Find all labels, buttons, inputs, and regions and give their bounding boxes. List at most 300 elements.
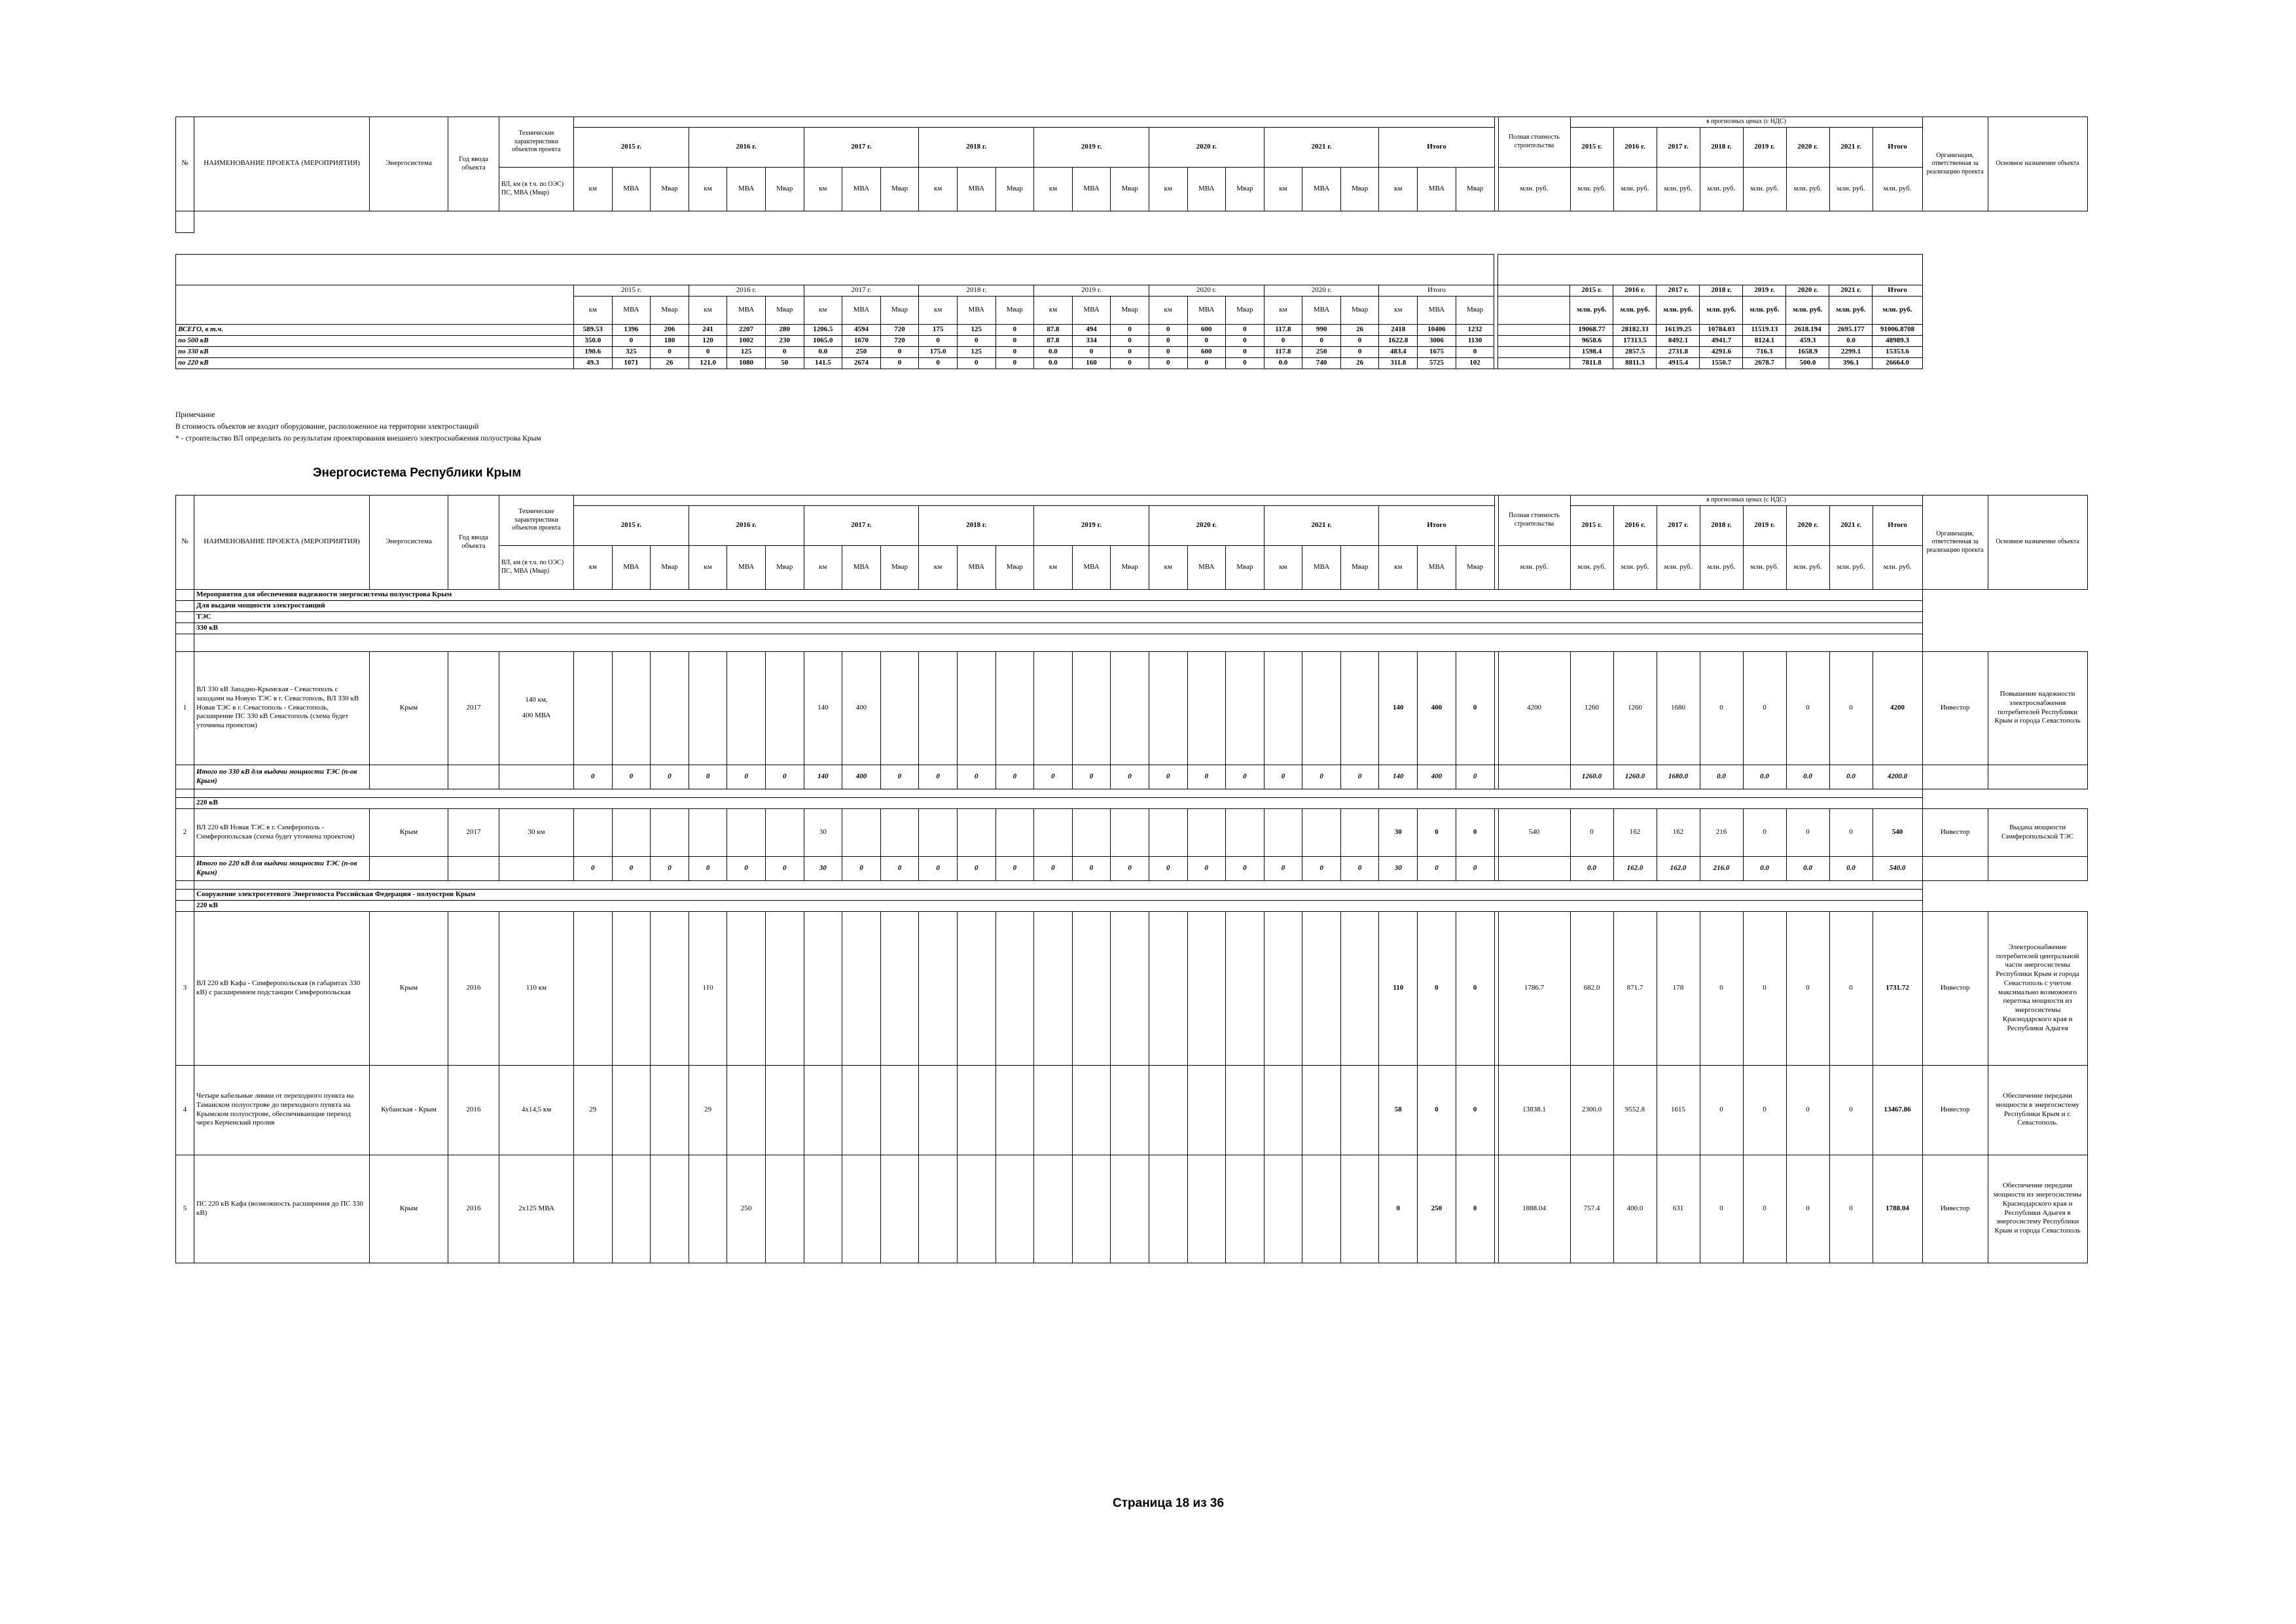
project-name: ВЛ 220 кВ Новая ТЭС в г. Симферополь - Симферопольская (схема будет уточнена проектом) bbox=[194, 808, 370, 856]
header-blank bbox=[574, 117, 1495, 128]
summary-label: по 500 кВ bbox=[176, 335, 574, 346]
project-row bbox=[176, 808, 2088, 856]
project-year: 2016 bbox=[448, 1065, 499, 1155]
summary-value: 0 bbox=[880, 357, 919, 369]
summary-value: 1396 bbox=[612, 324, 651, 335]
subtotal-value: 0 bbox=[1072, 856, 1111, 880]
project-value: 0 bbox=[1418, 1065, 1456, 1155]
header-unit: Мвар bbox=[651, 167, 689, 211]
project-value bbox=[996, 1155, 1034, 1263]
project-value bbox=[1149, 1155, 1187, 1263]
header-unit: км bbox=[1034, 296, 1073, 324]
summary-value: 26 bbox=[651, 357, 689, 369]
summary-value: 0 bbox=[957, 335, 996, 346]
summary-cost-year: 2020 г. bbox=[1786, 285, 1829, 297]
project-org: Инвестор bbox=[1922, 1065, 1988, 1155]
summary-value: 241 bbox=[689, 324, 727, 335]
empty-cell bbox=[176, 789, 194, 797]
header-cost-year: 2018 г. bbox=[1700, 505, 1743, 545]
project-value bbox=[1111, 651, 1149, 765]
project-value bbox=[804, 911, 842, 1065]
summary-value: 2418 bbox=[1379, 324, 1418, 335]
project-system: Крым bbox=[370, 911, 448, 1065]
subtotal-value: 0 bbox=[574, 856, 613, 880]
project-cost: 0 bbox=[1743, 808, 1786, 856]
project-full-cost: 1786.7 bbox=[1498, 911, 1570, 1065]
section-row bbox=[176, 797, 2088, 808]
project-value bbox=[1340, 808, 1379, 856]
page-number: Страница 18 из 36 bbox=[1113, 1496, 1225, 1510]
project-cost: 0 bbox=[1786, 808, 1829, 856]
project-value bbox=[996, 1065, 1034, 1155]
summary-value: 175.0 bbox=[919, 346, 958, 357]
summary-year-group: 2020 г. bbox=[1264, 285, 1379, 297]
header-unit: км bbox=[804, 545, 842, 589]
header-unit: МВА bbox=[1072, 296, 1111, 324]
summary-cost: 716.3 bbox=[1743, 346, 1786, 357]
summary-value: 0.0 bbox=[804, 346, 842, 357]
project-value: 29 bbox=[689, 1065, 727, 1155]
project-value bbox=[957, 651, 996, 765]
header-unit: млн. руб. bbox=[1613, 296, 1657, 324]
header-unit: МВА bbox=[1187, 296, 1226, 324]
subtotal-value: 0 bbox=[1187, 856, 1226, 880]
project-value bbox=[727, 651, 766, 765]
header-unit: Мвар bbox=[1340, 545, 1379, 589]
empty-cell bbox=[176, 211, 194, 232]
project-value bbox=[1072, 1065, 1111, 1155]
project-cost: 0 bbox=[1743, 911, 1786, 1065]
header-unit: млн. руб. bbox=[1700, 167, 1743, 211]
header-unit: км bbox=[574, 167, 613, 211]
summary-label: ВСЕГО, в т.ч. bbox=[176, 324, 574, 335]
subtotal-value: 0 bbox=[1302, 765, 1341, 789]
summary-value: 0 bbox=[1149, 335, 1187, 346]
header-purpose: Основное назначение объекта bbox=[1988, 496, 2087, 590]
summary-label: по 220 кВ bbox=[176, 357, 574, 369]
header-cost-year: 2019 г. bbox=[1743, 127, 1786, 167]
header-unit: Мвар bbox=[1456, 545, 1494, 589]
project-value bbox=[765, 1065, 804, 1155]
empty-cell bbox=[1498, 765, 1570, 789]
project-value: 0 bbox=[1456, 1155, 1494, 1263]
summary-cost: 1658.9 bbox=[1786, 346, 1829, 357]
empty-cell bbox=[1988, 765, 2087, 789]
project-value: 250 bbox=[1418, 1155, 1456, 1263]
project-value bbox=[1187, 808, 1226, 856]
subtotal-value: 30 bbox=[1379, 856, 1418, 880]
empty-cell bbox=[176, 900, 194, 911]
summary-value: 3006 bbox=[1418, 335, 1456, 346]
summary-value: 350.0 bbox=[574, 335, 613, 346]
header-unit: км bbox=[1379, 296, 1418, 324]
header-unit: млн. руб. bbox=[1613, 545, 1657, 589]
header-unit: МВА bbox=[1302, 167, 1341, 211]
project-value bbox=[689, 651, 727, 765]
project-cost: 0 bbox=[1743, 1155, 1786, 1263]
subtotal-value: 0 bbox=[1456, 856, 1494, 880]
empty-cell bbox=[176, 634, 194, 651]
header-year-group: 2018 г. bbox=[919, 127, 1034, 167]
projects-table bbox=[175, 495, 2088, 1263]
summary-label: по 330 кВ bbox=[176, 346, 574, 357]
project-value bbox=[612, 651, 651, 765]
summary-year-group: 2018 г. bbox=[919, 285, 1034, 297]
summary-value: 206 bbox=[651, 324, 689, 335]
summary-value: 125 bbox=[957, 324, 996, 335]
header-year: Год ввода объекта bbox=[448, 117, 499, 211]
header-unit: МВА bbox=[612, 167, 651, 211]
project-cost-total: 1788.04 bbox=[1873, 1155, 1922, 1263]
header-prices: в прогнозных ценах (с НДС) bbox=[1570, 117, 1922, 128]
project-value bbox=[612, 808, 651, 856]
summary-value: 0 bbox=[1111, 335, 1149, 346]
subtotal-cost: 0.0 bbox=[1743, 856, 1786, 880]
header-unit: млн. руб. bbox=[1657, 167, 1700, 211]
section-header: Сооружение электросетевого Энергомоста Российская Федерация - полуостров Крым bbox=[194, 889, 1923, 900]
empty-cell bbox=[499, 765, 574, 789]
header-cost-year: Итого bbox=[1873, 127, 1922, 167]
header-unit: МВА bbox=[1418, 545, 1456, 589]
empty-cell bbox=[1922, 856, 1988, 880]
subtotal-cost: 0.0 bbox=[1570, 856, 1613, 880]
subtotal-value: 0 bbox=[765, 765, 804, 789]
header-unit: МВА bbox=[727, 545, 766, 589]
table-row bbox=[176, 634, 2088, 651]
subtotal-value: 0 bbox=[1226, 765, 1265, 789]
project-value: 400 bbox=[1418, 651, 1456, 765]
summary-value: 49.3 bbox=[574, 357, 613, 369]
empty-cell bbox=[1988, 856, 2087, 880]
header-year-group: 2020 г. bbox=[1149, 127, 1264, 167]
project-value bbox=[1226, 651, 1265, 765]
header-unit: Мвар bbox=[1340, 167, 1379, 211]
project-cost: 871.7 bbox=[1613, 911, 1657, 1065]
header-unit: МВА bbox=[957, 296, 996, 324]
project-value bbox=[880, 1065, 919, 1155]
project-cost: 0 bbox=[1786, 911, 1829, 1065]
summary-value: 1080 bbox=[727, 357, 766, 369]
project-value: 29 bbox=[574, 1065, 613, 1155]
project-purpose: Повышение надежности электроснабжения потребителей Республики Крым и города Севастополь bbox=[1988, 651, 2087, 765]
project-system: Крым bbox=[370, 1155, 448, 1263]
section-header: Мероприятия для обеспечения надежности энергосистемы полуострова Крым bbox=[194, 589, 1923, 600]
project-value bbox=[919, 808, 958, 856]
project-row bbox=[176, 1065, 2088, 1155]
header-cost-year: 2016 г. bbox=[1613, 505, 1657, 545]
summary-value: 740 bbox=[1302, 357, 1341, 369]
project-value bbox=[612, 1065, 651, 1155]
summary-value: 720 bbox=[880, 335, 919, 346]
summary-value: 0 bbox=[996, 357, 1034, 369]
project-value: 110 bbox=[689, 911, 727, 1065]
header-unit: МВА bbox=[842, 167, 881, 211]
project-cost: 1680 bbox=[1657, 651, 1700, 765]
summary-value: 125 bbox=[957, 346, 996, 357]
summary-cost: 396.1 bbox=[1829, 357, 1873, 369]
project-value bbox=[1072, 1155, 1111, 1263]
header-year-group: 2015 г. bbox=[574, 127, 689, 167]
project-value bbox=[996, 651, 1034, 765]
subtotal-cost: 0.0 bbox=[1786, 765, 1829, 789]
project-cost: 0 bbox=[1700, 1065, 1743, 1155]
header-unit: Мвар bbox=[996, 167, 1034, 211]
summary-value: 250 bbox=[1302, 346, 1341, 357]
project-cost: 178 bbox=[1657, 911, 1700, 1065]
summary-cost: 9658.6 bbox=[1570, 335, 1613, 346]
project-value bbox=[1111, 1065, 1149, 1155]
project-name: ПС 220 кВ Кафа (возможность расширения до ПС 330 кВ) bbox=[194, 1155, 370, 1263]
header-cost-year: 2017 г. bbox=[1657, 127, 1700, 167]
project-value bbox=[957, 1065, 996, 1155]
subtotal-value: 0 bbox=[842, 856, 881, 880]
header-unit: млн. руб. bbox=[1873, 296, 1922, 324]
table-row bbox=[176, 880, 2088, 889]
summary-value: 0 bbox=[880, 346, 919, 357]
summary-value: 1622.8 bbox=[1379, 335, 1418, 346]
header-unit: Мвар bbox=[1226, 167, 1265, 211]
summary-value: 250 bbox=[842, 346, 881, 357]
project-cost: 0 bbox=[1829, 1065, 1873, 1155]
summary-year-group: 2017 г. bbox=[804, 285, 919, 297]
project-cost: 400.0 bbox=[1613, 1155, 1657, 1263]
subtotal-cost: 162.0 bbox=[1613, 856, 1657, 880]
project-tech-line: 30 км bbox=[528, 827, 545, 836]
summary-value: 117.8 bbox=[1264, 324, 1302, 335]
project-tech bbox=[499, 911, 574, 1065]
empty-cell bbox=[1498, 357, 1570, 369]
summary-value: 190.6 bbox=[574, 346, 613, 357]
project-value bbox=[804, 1155, 842, 1263]
project-full-cost: 4200 bbox=[1498, 651, 1570, 765]
project-row bbox=[176, 651, 2088, 765]
empty-cell bbox=[1498, 324, 1570, 335]
header-unit: млн. руб. bbox=[1700, 296, 1743, 324]
project-tech bbox=[499, 651, 574, 765]
header-tech-units: ВЛ, км (в т.ч. по ОЭС) ПС, МВА (Мвар) bbox=[499, 545, 574, 589]
empty-cell bbox=[176, 856, 194, 880]
summary-value: 160 bbox=[1072, 357, 1111, 369]
header-year: Год ввода объекта bbox=[448, 496, 499, 590]
empty-cell bbox=[1498, 346, 1570, 357]
summary-value: 0 bbox=[1072, 346, 1111, 357]
header-unit: км bbox=[689, 296, 727, 324]
summary-value: 87.8 bbox=[1034, 324, 1073, 335]
project-value bbox=[1034, 1065, 1073, 1155]
project-value bbox=[1034, 651, 1073, 765]
summary-cost: 17313.5 bbox=[1613, 335, 1657, 346]
header-unit: млн. руб. bbox=[1829, 167, 1873, 211]
project-row bbox=[176, 911, 2088, 1065]
subtotal-value: 0 bbox=[996, 856, 1034, 880]
project-value bbox=[1302, 651, 1341, 765]
empty-cell bbox=[1498, 285, 1570, 297]
header-unit: Мвар bbox=[651, 296, 689, 324]
summary-cost-year: 2019 г. bbox=[1743, 285, 1786, 297]
header-unit: млн. руб. bbox=[1743, 545, 1786, 589]
empty-cell bbox=[194, 789, 1923, 797]
summary-value: 87.8 bbox=[1034, 335, 1073, 346]
subtotal-value: 0 bbox=[919, 856, 958, 880]
header-name: НАИМЕНОВАНИЕ ПРОЕКТА (МЕРОПРИЯТИЯ) bbox=[194, 496, 370, 590]
project-value bbox=[1034, 808, 1073, 856]
subtotal-value: 0 bbox=[651, 765, 689, 789]
header-unit: млн. руб. bbox=[1873, 545, 1922, 589]
subtotal-row bbox=[176, 856, 2088, 880]
project-cost: 0 bbox=[1743, 651, 1786, 765]
section-row bbox=[176, 611, 2088, 623]
header-unit: км bbox=[1264, 167, 1302, 211]
project-value bbox=[842, 911, 881, 1065]
project-value: 0 bbox=[1456, 1065, 1494, 1155]
subtotal-value: 0 bbox=[1187, 765, 1226, 789]
header-year-group: Итого bbox=[1379, 505, 1494, 545]
table-row bbox=[176, 211, 2088, 232]
summary-cost: 16139.25 bbox=[1657, 324, 1700, 335]
subtotal-value: 140 bbox=[804, 765, 842, 789]
header-table-top bbox=[175, 117, 2088, 233]
summary-row bbox=[176, 357, 2088, 369]
empty-cell bbox=[176, 880, 194, 889]
header-system: Энергосистема bbox=[370, 496, 448, 590]
summary-value: 0 bbox=[957, 357, 996, 369]
project-value bbox=[1111, 808, 1149, 856]
project-purpose: Обеспечение передачи мощности из энергосистемы Краснодарского края и Республики Адыгея в энергосистему Республики Крым и города Севастополь bbox=[1988, 1155, 2087, 1263]
project-value bbox=[1034, 911, 1073, 1065]
project-cost: 0 bbox=[1700, 651, 1743, 765]
project-no: 4 bbox=[176, 1065, 194, 1155]
summary-value: 0 bbox=[1149, 357, 1187, 369]
project-value bbox=[996, 911, 1034, 1065]
project-cost: 0 bbox=[1700, 911, 1743, 1065]
empty-cell bbox=[499, 856, 574, 880]
project-tech-line: 400 МВА bbox=[522, 711, 551, 719]
header-unit: млн. руб. bbox=[1786, 296, 1829, 324]
header-year-group: 2019 г. bbox=[1034, 505, 1149, 545]
header-cost-year: 2020 г. bbox=[1786, 505, 1829, 545]
project-value bbox=[765, 1155, 804, 1263]
header-tech: Технические характеристики объектов проекта bbox=[499, 117, 574, 168]
summary-cost-year: 2017 г. bbox=[1657, 285, 1700, 297]
header-no: № bbox=[176, 496, 194, 590]
summary-table bbox=[175, 254, 2087, 369]
subtotal-value: 0 bbox=[880, 765, 919, 789]
project-value bbox=[919, 1065, 958, 1155]
empty-cell bbox=[370, 856, 448, 880]
header-unit: млн. руб. bbox=[1829, 545, 1873, 589]
header-unit: км bbox=[1379, 167, 1418, 211]
project-value bbox=[842, 808, 881, 856]
header-unit: млн. руб. bbox=[1829, 296, 1873, 324]
project-cost: 757.4 bbox=[1570, 1155, 1613, 1263]
project-value: 140 bbox=[1379, 651, 1418, 765]
project-cost: 631 bbox=[1657, 1155, 1700, 1263]
header-unit: МВА bbox=[612, 545, 651, 589]
project-value bbox=[957, 1155, 996, 1263]
header-unit: км bbox=[1034, 167, 1073, 211]
summary-value: 230 bbox=[765, 335, 804, 346]
summary-value: 0 bbox=[1187, 357, 1226, 369]
summary-year-group: Итого bbox=[1379, 285, 1494, 297]
project-org: Инвестор bbox=[1922, 808, 1988, 856]
header-system: Энергосистема bbox=[370, 117, 448, 211]
note-line-1: В стоимость объектов не входит оборудование, расположенное на территории электростанций bbox=[175, 423, 479, 431]
subtotal-value: 0 bbox=[689, 856, 727, 880]
project-value bbox=[727, 911, 766, 1065]
project-value bbox=[1264, 1065, 1302, 1155]
summary-value: 483.4 bbox=[1379, 346, 1418, 357]
header-unit: МВА bbox=[957, 167, 996, 211]
summary-value: 0 bbox=[1340, 335, 1379, 346]
project-value bbox=[651, 808, 689, 856]
subtotal-value: 0 bbox=[1340, 856, 1379, 880]
summary-cost: 4915.4 bbox=[1657, 357, 1700, 369]
summary-value: 589.53 bbox=[574, 324, 613, 335]
summary-value: 720 bbox=[880, 324, 919, 335]
subtotal-value: 0 bbox=[612, 856, 651, 880]
project-cost: 0 bbox=[1786, 1065, 1829, 1155]
summary-value: 26 bbox=[1340, 357, 1379, 369]
subtotal-value: 0 bbox=[1340, 765, 1379, 789]
header-unit: км bbox=[689, 545, 727, 589]
project-cost-total: 4200 bbox=[1873, 651, 1922, 765]
project-value bbox=[880, 651, 919, 765]
summary-value: 0 bbox=[1111, 324, 1149, 335]
header-unit: млн. руб. bbox=[1570, 167, 1613, 211]
empty-cell bbox=[176, 765, 194, 789]
summary-cost: 8492.1 bbox=[1657, 335, 1700, 346]
header-unit: млн. руб. bbox=[1657, 545, 1700, 589]
summary-value: 1002 bbox=[727, 335, 766, 346]
summary-cost: 15353.6 bbox=[1873, 346, 1922, 357]
header-unit: МВА bbox=[727, 296, 766, 324]
subtotal-value: 0 bbox=[1264, 765, 1302, 789]
project-value bbox=[574, 1155, 613, 1263]
summary-value: 0.0 bbox=[1264, 357, 1302, 369]
subtotal-label: Итого по 220 кВ для выдачи мощности ТЭС (п-ов Крым) bbox=[194, 856, 370, 880]
summary-cost-year: Итого bbox=[1873, 285, 1922, 297]
project-cost: 0 bbox=[1743, 1065, 1786, 1155]
header-unit: Мвар bbox=[1456, 167, 1494, 211]
summary-value: 0 bbox=[1111, 346, 1149, 357]
header-unit: МВА bbox=[1187, 167, 1226, 211]
project-value bbox=[880, 911, 919, 1065]
project-value bbox=[1111, 1155, 1149, 1263]
section-title: Энергосистема Республики Крым bbox=[313, 466, 522, 480]
header-year-group: 2017 г. bbox=[804, 127, 919, 167]
project-value bbox=[727, 1065, 766, 1155]
subtotal-value: 0 bbox=[957, 765, 996, 789]
summary-value: 0 bbox=[689, 346, 727, 357]
header-full-cost: Полная стоимость строительства bbox=[1498, 117, 1570, 168]
summary-value: 0 bbox=[1456, 346, 1494, 357]
header-unit: МВА bbox=[1418, 296, 1456, 324]
header-unit: млн. руб. bbox=[1498, 545, 1570, 589]
header-unit: млн. руб. bbox=[1873, 167, 1922, 211]
section-row bbox=[176, 889, 2088, 900]
header-unit: км bbox=[1149, 167, 1187, 211]
header-year-group: 2016 г. bbox=[689, 127, 804, 167]
header-tech: Технические характеристики объектов проекта bbox=[499, 496, 574, 546]
summary-cost: 1598.4 bbox=[1570, 346, 1613, 357]
subtotal-cost: 0.0 bbox=[1829, 856, 1873, 880]
project-value bbox=[574, 651, 613, 765]
header-unit: км bbox=[919, 167, 958, 211]
section-row bbox=[176, 900, 2088, 911]
summary-cost: 10784.03 bbox=[1700, 324, 1743, 335]
header-unit: Мвар bbox=[880, 167, 919, 211]
subtotal-row bbox=[176, 765, 2088, 789]
